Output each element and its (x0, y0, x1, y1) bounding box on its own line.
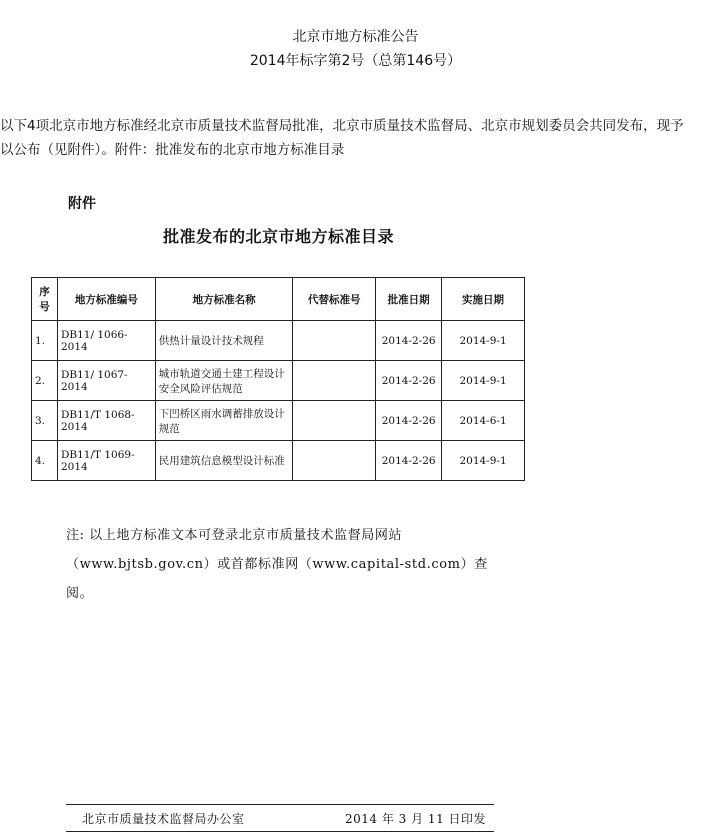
cell-approved: 2014-2-26 (376, 321, 442, 361)
header-approved: 批准日期 (376, 278, 442, 321)
intro-line-1: 以下4项北京市地方标准经北京市质量技术监督局批准，北京市质量技术监督局、北京市规划委员会共同发布，现予 (0, 118, 684, 134)
cell-no: 3. (32, 401, 58, 441)
cell-no: 1. (32, 321, 58, 361)
cell-code: DB11/T 1069-2014 (57, 441, 155, 481)
cell-replaces (293, 321, 376, 361)
header-code: 地方标准编号 (57, 278, 155, 321)
cell-replaces (293, 441, 376, 481)
cell-effective: 2014-9-1 (442, 321, 525, 361)
cell-code: DB11/ 1066-2014 (57, 321, 155, 361)
intro-line-2: 以公布（见附件）。附件：批准发布的北京市地方标准目录 (0, 142, 345, 158)
header-name: 地方标准名称 (155, 278, 293, 321)
cell-code: DB11/T 1068-2014 (57, 401, 155, 441)
cell-no: 4. (32, 441, 58, 481)
footer-rule-bottom (66, 831, 494, 832)
table-row (32, 441, 525, 481)
footer-date: 2014 年 3 月 11 日印发 (345, 812, 487, 826)
intro-paragraph (0, 114, 711, 162)
cell-effective: 2014-9-1 (442, 441, 525, 481)
standards-table (31, 277, 525, 481)
cell-name: 供热计量设计技术规程 (155, 321, 293, 361)
announcement-title: 北京市地方标准公告 (292, 29, 419, 45)
header-no: 序号 (32, 278, 58, 321)
header-effective: 实施日期 (442, 278, 525, 321)
note-line-3: 阅。 (66, 586, 94, 601)
cell-effective: 2014-6-1 (442, 401, 525, 441)
table-row (32, 401, 525, 441)
footer-issuer: 北京市质量技术监督局办公室 (82, 812, 245, 826)
cell-replaces (293, 401, 376, 441)
attachment-label: 附件 (68, 196, 96, 212)
cell-name: 城市轨道交通土建工程设计安全风险评估规范 (155, 361, 293, 401)
note-line-2: （www.bjtsb.gov.cn）或首都标准网（www.capital-std.com）查 (66, 557, 488, 572)
cell-approved: 2014-2-26 (376, 441, 442, 481)
announcement-number: 2014年标字第2号（总第146号） (249, 53, 462, 69)
footer-rule-top (66, 804, 494, 805)
cell-name: 民用建筑信息模型设计标准 (155, 441, 293, 481)
table-header-row (32, 278, 525, 321)
cell-code: DB11/ 1067-2014 (57, 361, 155, 401)
table-row (32, 321, 525, 361)
table-row (32, 361, 525, 401)
cell-name: 下凹桥区雨水调蓄排放设计规范 (155, 401, 293, 441)
header-replaces: 代替标准号 (293, 278, 376, 321)
cell-effective: 2014-9-1 (442, 361, 525, 401)
cell-no: 2. (32, 361, 58, 401)
catalog-title: 批准发布的北京市地方标准目录 (163, 227, 395, 246)
note-line-1: 注: 以上地方标准文本可登录北京市质量技术监督局网站 (66, 528, 403, 543)
cell-replaces (293, 361, 376, 401)
note-paragraph (66, 521, 536, 608)
cell-approved: 2014-2-26 (376, 401, 442, 441)
cell-approved: 2014-2-26 (376, 361, 442, 401)
